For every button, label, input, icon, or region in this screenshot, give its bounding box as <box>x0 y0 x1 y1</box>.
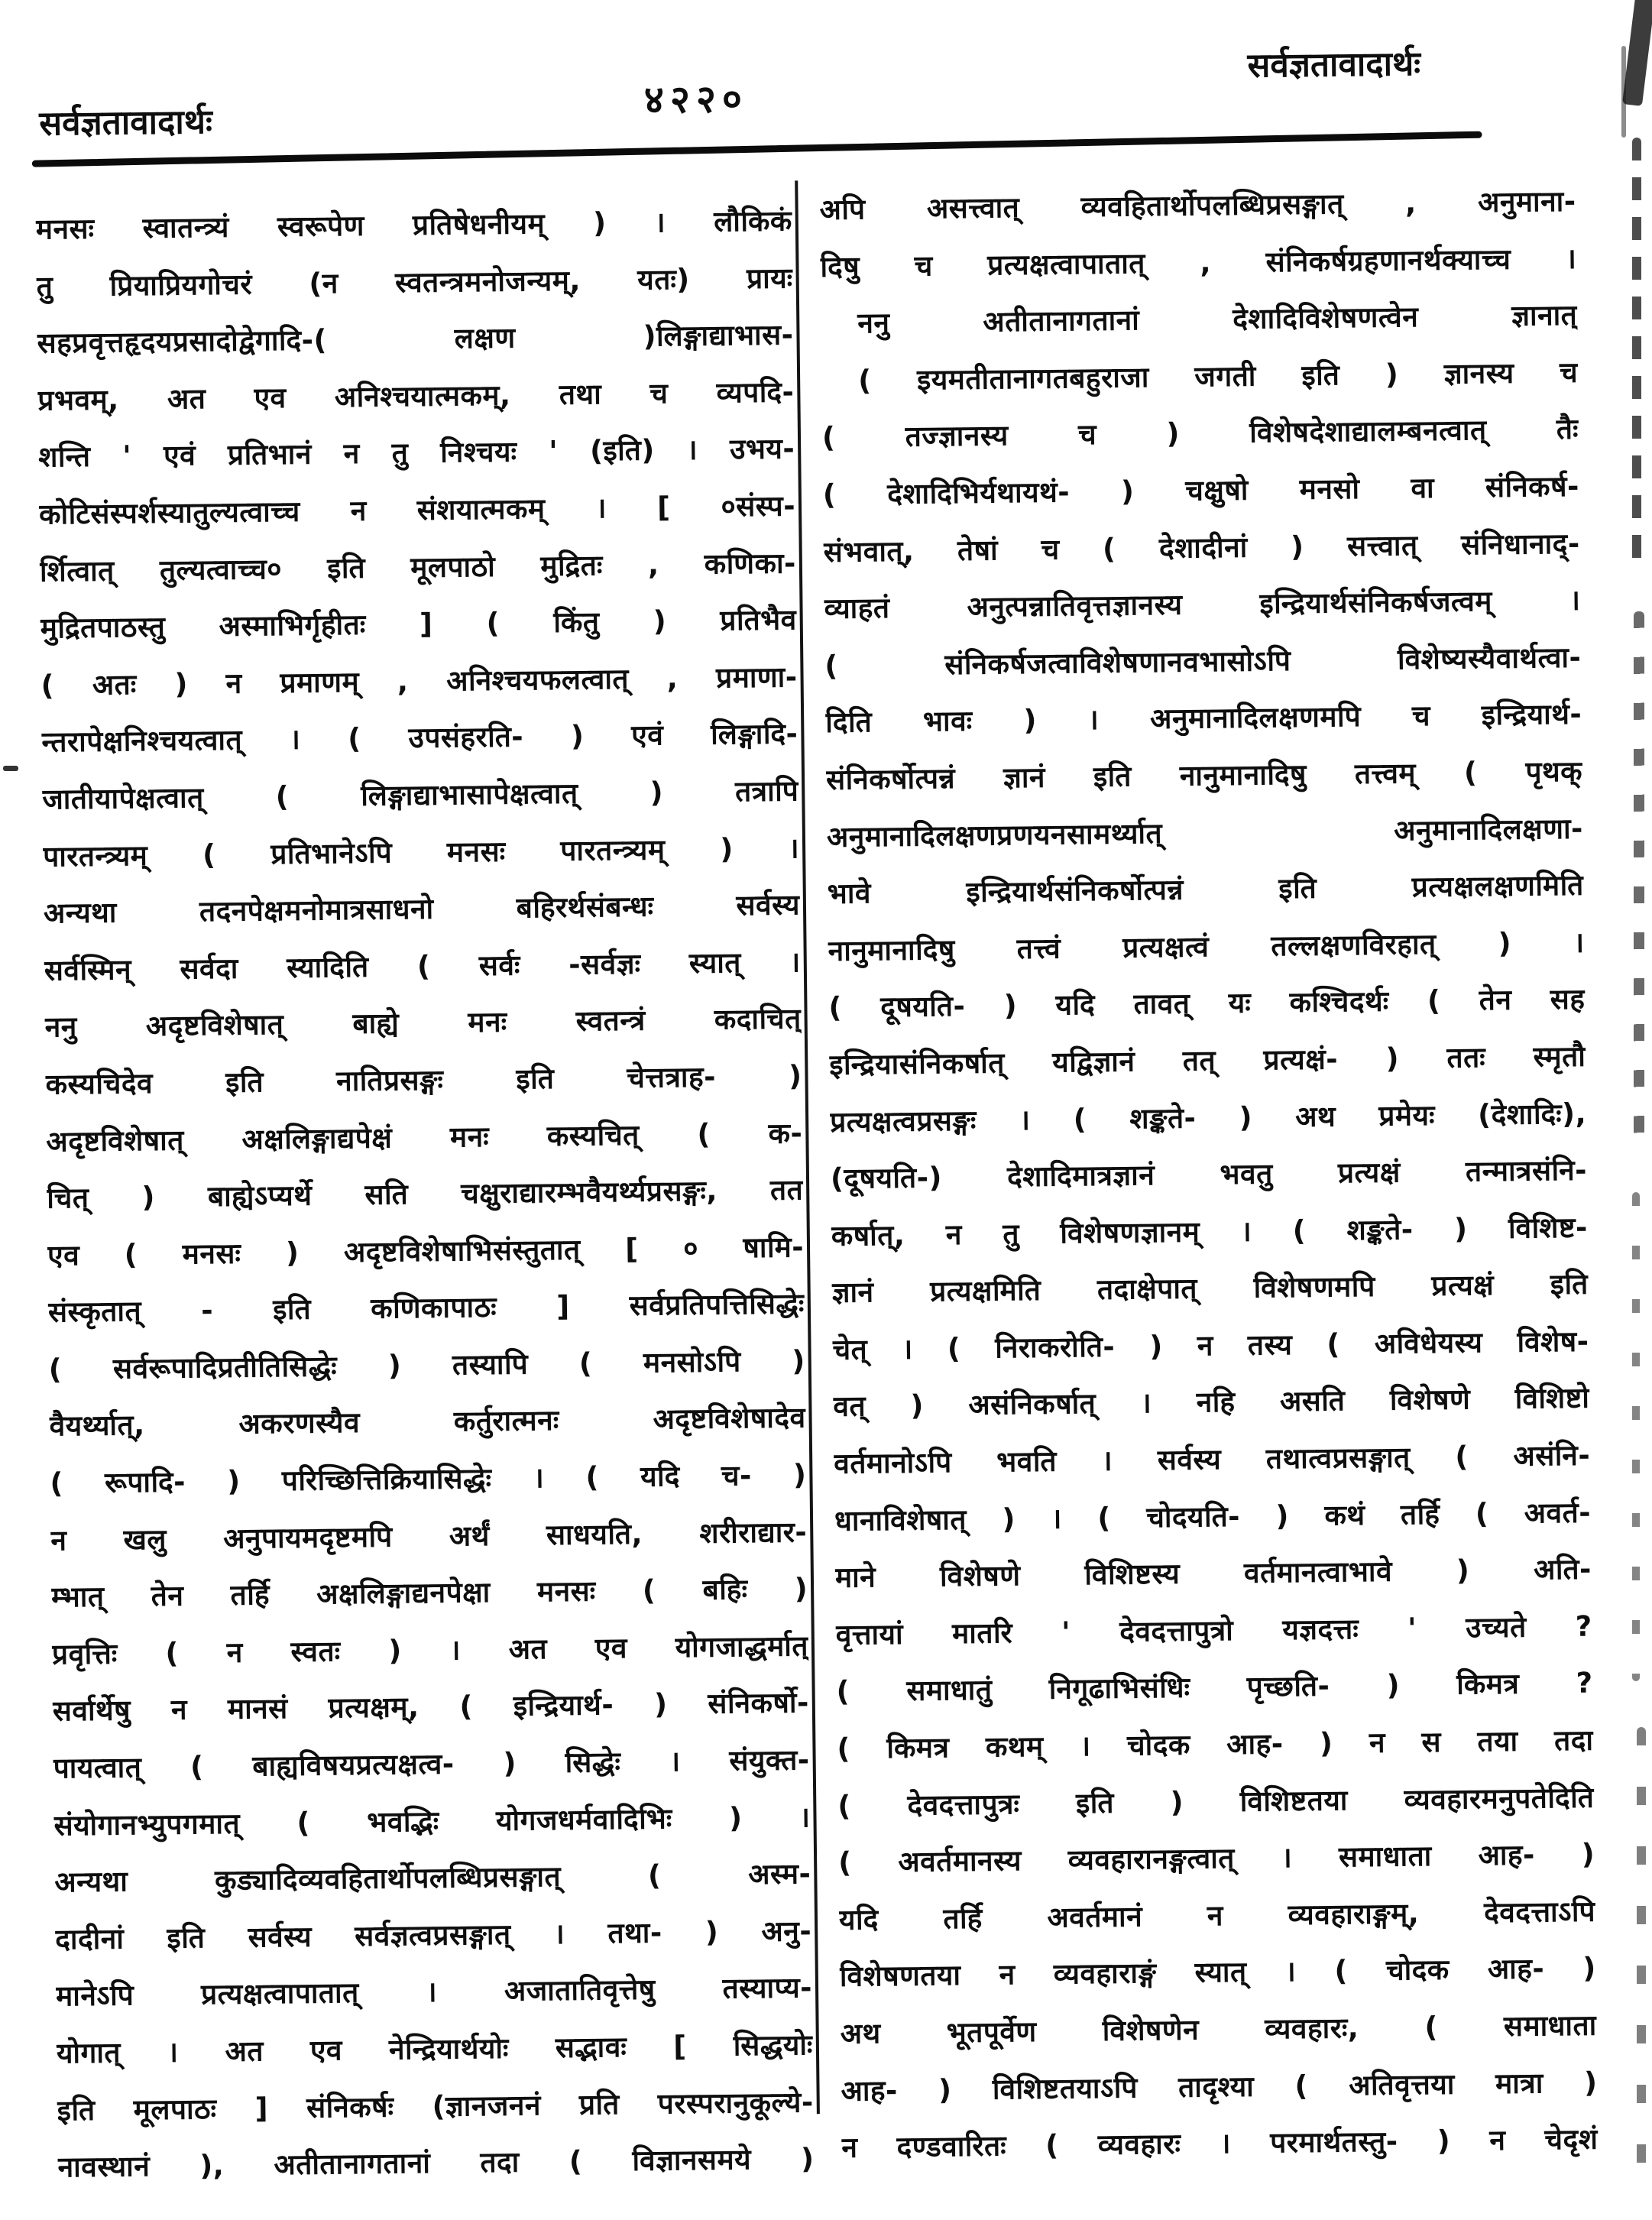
text-line: चेत् । ( निराकरोति- ) न तस्य ( अविधेयस्य विशेष- <box>832 1324 1589 1366</box>
text-line: नावस्थानं ), अतीतानागतानां तदा ( विज्ञानसमये ) <box>57 2142 815 2184</box>
header-rule <box>32 131 1482 167</box>
text-line: ननु अतीतानागतानां देशादिविशेषणत्वेन ज्ञानात् <box>857 298 1578 340</box>
text-line: विशेषणतया न व्यवहाराङ्गं स्यात् । ( चोदक आह- ) <box>839 1952 1597 1994</box>
text-line: सर्वस्मिन् सर्वदा स्यादिति ( सर्वः -सर्वज्ञः स्यात् । <box>44 945 802 987</box>
text-line: इन्द्रियासंनिकर्षात् यद्विज्ञानं तत् प्रत्यक्षं- ) ततः स्मृतौ <box>829 1039 1586 1081</box>
text-line: ज्ञानं प्रत्यक्षमिति तदाक्षेपात् विशेषणमपि प्रत्यक्षं इति <box>831 1267 1589 1310</box>
text-line: दिषु च प्रत्यक्षत्वापातात् , संनिकर्षग्रहणानर्थक्याच्च । <box>820 241 1577 284</box>
text-line: न दण्डवारितः ( व्यवहारः । परमार्थतस्तु- ) न चेदृशं <box>841 2122 1599 2165</box>
text-line: ( देशादिभिर्यथायथं- ) चक्षुषो मनसो वा संनिकर्ष- <box>822 469 1580 511</box>
text-line: संयोगानभ्युपगमात् ( भवद्भिः योगजधर्मवादिभिः ) । <box>53 1800 811 1842</box>
text-line: वृत्तायां मातरि ' देवदत्तापुत्रो यज्ञदत्तः ' उच्यते ? <box>835 1609 1592 1651</box>
text-line: शन्ति ' एवं प्रतिभानं न तु निश्चयः ' (इति) । उभय- <box>38 432 795 475</box>
text-line: ( तज्ज्ञानस्य च ) विशेषदेशाद्यालम्बनत्वात् तैः <box>821 413 1579 455</box>
text-line: र्शित्वात् तुल्यत्वाच्च० इति मूलपाठो मुद्रितः , कणिका- <box>39 546 797 588</box>
text-line: म्भात् तेन तर्हि अक्षलिङ्गाद्यनपेक्षा मनसः ( बहिः ) <box>50 1572 808 1614</box>
text-line: अनुमानादिलक्षणप्रणयनसामर्थ्यात् अनुमानादिलक्षणा- <box>826 812 1584 854</box>
running-header-right: सर्वज्ञतावादार्थः <box>1247 44 1421 86</box>
text-line: संस्कृतात् - इति कणिकापाठः ] सर्वप्रतिपत्तिसिद्धेः <box>47 1287 805 1329</box>
text-line: माने विशेषणे विशिष्टस्य वर्तमानत्वाभावे ) अति- <box>834 1552 1592 1595</box>
text-line: ( सर्वरूपादिप्रतीतिसिद्धेः ) तस्यापि ( मनसोऽपि ) <box>48 1344 805 1386</box>
text-line: दादीनां इति सर्वस्य सर्वज्ञत्वप्रसङ्गात् । तथा- ) अनु- <box>55 1914 812 1956</box>
text-line: ( किमत्र कथम् । चोदक आह- ) न स तया तदा <box>837 1723 1594 1765</box>
text-column-right <box>819 173 1599 2177</box>
text-line: व्याहतं अनुत्पन्नातिवृत्तज्ञानस्य इन्द्रियार्थसंनिकर्षजत्वम् । <box>824 583 1581 626</box>
text-line: ( अवर्तमानस्य व्यवहारानङ्गत्वात् । समाधाता आह- ) <box>837 1837 1595 1880</box>
text-line: मानेऽपि प्रत्यक्षत्वापातात् । अजातातिवृत्तेषु तस्याप्य- <box>55 1971 813 2013</box>
text-line: कर्षात्, न तु विशेषणज्ञानम् । ( शङ्कते- ) विशिष्ट- <box>831 1210 1589 1253</box>
text-line: अथ भूतपूर्वेण विशेषणेन व्यवहारः, ( समाधाता <box>840 2008 1597 2050</box>
text-line: प्रभवम्, अत एव अनिश्चयात्मकम्, तथा च व्यपदि- <box>37 375 795 417</box>
text-line: भावे इन्द्रियार्थसंनिकर्षोत्पन्नं इति प्रत्यक्षलक्षणमिति <box>827 868 1584 911</box>
text-line: चित् ) बाह्येऽप्यर्थे सति चक्षुराद्यारम्भवैयर्थ्यप्रसङ्गः, तत <box>47 1173 804 1215</box>
text-line: एव ( मनसः ) अदृष्टविशेषाभिसंस्तुतात् [ ० षामि- <box>47 1230 805 1272</box>
page-number: ४२२० <box>643 76 749 122</box>
text-line: इति मूलपाठः ] संनिकर्षः (ज्ञानजननं प्रति परस्परानुकूल्ये- <box>57 2085 814 2128</box>
text-line: प्रत्यक्षत्वप्रसङ्गः । ( शङ्कते- ) अथ प्रमेयः (देशादिः), <box>829 1097 1587 1139</box>
text-line: संभवात्, तेषां च ( देशादीनां ) सत्त्वात् संनिधानाद्- <box>823 527 1580 569</box>
text-line: अपि असत्त्वात् व्यवहितार्थोपलब्धिप्रसङ्गात् , अनुमाना- <box>819 184 1576 227</box>
text-line: दिति भावः ) । अनुमानादिलक्षणमपि च इन्द्रियार्थ- <box>825 698 1582 740</box>
text-line: कस्यचिदेव इति नातिप्रसङ्गः इति चेत्तत्राह- ) <box>45 1059 802 1101</box>
running-header-left: सर्वज्ञतावादार्थः <box>39 102 213 144</box>
scan-artifact-left-edge <box>3 766 18 771</box>
text-line: योगात् । अत एव नेन्द्रियार्थयोः सद्भावः [ सिद्धयोः <box>56 2028 814 2070</box>
text-line: संनिकर्षोत्पन्नं ज्ञानं इति नानुमानादिषु तत्त्वम् ( पृथक् <box>825 754 1583 796</box>
text-line: ( अतः ) न प्रमाणम् , अनिश्चयफलत्वात् , प्रमाणा- <box>40 660 798 702</box>
text-line: पायत्वात् ( बाह्यविषयप्रत्यक्षत्व- ) सिद्धेः । संयुक्त- <box>53 1743 810 1785</box>
text-line: ( देवदत्तापुत्रः इति ) विशिष्टतया व्यवहारमनुपतेदिति <box>837 1781 1595 1823</box>
text-line: न्तरापेक्षनिश्चयत्वात् । ( उपसंहरति- ) एवं लिङ्गादि- <box>41 717 798 759</box>
text-line: ( इयमतीतानागतबहुराजा जगती इति ) ज्ञानस्य च <box>857 355 1579 397</box>
text-line: ( समाधातुं निगूढाभिसंधिः पृच्छति- ) किमत्र ? <box>836 1667 1593 1709</box>
text-line: सर्वार्थेषु न मानसं प्रत्यक्षम्, ( इन्द्रियार्थ- ) संनिकर्षो- <box>52 1686 810 1728</box>
text-line: अदृष्टविशेषात् अक्षलिङ्गाद्यपेक्षं मनः कस्यचित् ( क- <box>46 1116 803 1159</box>
text-line: तु प्रियाप्रियगोचरं (न स्वतन्त्रमनोजन्यम्, यतः) प्रायः <box>36 261 793 303</box>
text-line: अन्यथा कुड्यादिव्यवहितार्थोपलब्धिप्रसङ्गात् ( अस्म- <box>54 1857 811 1899</box>
text-line: नानुमानादिषु तत्त्वं प्रत्यक्षत्वं तल्लक्षणविरहात् ) । <box>828 925 1585 967</box>
text-line: पारतन्त्र्यम् ( प्रतिभानेऽपि मनसः पारतन्त्र्यम् ) । <box>42 831 800 873</box>
text-line: धानाविशेषात् ) । ( चोदयति- ) कथं तर्हि ( अवर्त- <box>834 1496 1592 1538</box>
text-line: न खलु अनुपायमदृष्टमपि अर्थं साधयति, शरीराद्यार- <box>50 1515 808 1557</box>
text-line: (दूषयति-) देशादिमात्रज्ञानं भवतु प्रत्यक्षं तन्मात्रसंनि- <box>830 1153 1588 1196</box>
text-line: सहप्रवृत्तहृदयप्रसादोद्वेगादि-( लक्षण )लिङ्गाद्याभास- <box>37 318 794 360</box>
text-line: वर्तमानोऽपि भवति । सर्वस्य तथात्वप्रसङ्गात् ( असंनि- <box>834 1438 1591 1480</box>
text-line: जातीयापेक्षत्वात् ( लिङ्गाद्याभासापेक्षत्वात् ) तत्रापि <box>42 774 799 816</box>
text-line: कोटिसंस्पर्शस्यातुल्यत्वाच्च न संशयात्मकम् । [ ०संस्प- <box>38 489 796 531</box>
text-line: प्रवृत्तिः ( न स्वतः ) । अत एव योगजाद्धर्मात् <box>51 1629 809 1671</box>
text-line: ( रूपादि- ) परिच्छित्तिक्रियासिद्धेः । ( यदि च- ) <box>50 1458 807 1500</box>
text-line: वैयर्थ्यात्, अकरणस्यैव कर्तुरात्मनः अदृष्टविशेषादेव <box>49 1401 806 1444</box>
text-line: मनसः स्वातन्त्र्यं स्वरूपेण प्रतिषेधनीयम् ) । लौकिकं <box>35 204 793 246</box>
text-line: ( संनिकर्षजत्वाविशेषणानवभासोऽपि विशेष्यस्यैवार्थत्वा- <box>824 640 1582 682</box>
text-column-left <box>35 193 815 2196</box>
text-line: ननु अदृष्टविशेषात् बाह्ये मनः स्वतन्त्रं कदाचित् <box>44 1002 802 1044</box>
text-line: आह- ) विशिष्टतयाऽपि तादृश्या ( अतिवृत्तया मात्रा ) <box>841 2066 1598 2108</box>
text-line: मुद्रितपाठस्तु अस्माभिर्गृहीतः ] ( किंतु ) प्रतिभैव <box>40 603 797 645</box>
text-line: ( दूषयति- ) यदि तावत् यः कश्चिदर्थः ( तेन सह <box>828 983 1586 1025</box>
text-line: वत् ) असंनिकर्षात् । नहि असति विशेषणे विशिष्टो <box>833 1382 1590 1424</box>
text-line: यदि तर्हि अवर्तमानं न व्यवहाराङ्गम्, देवदत्ताऽपि <box>838 1894 1596 1936</box>
text-line: अन्यथा तदनपेक्षमनोमात्रसाधनो बहिरर्थसंबन्धः सर्वस्य <box>43 888 801 930</box>
